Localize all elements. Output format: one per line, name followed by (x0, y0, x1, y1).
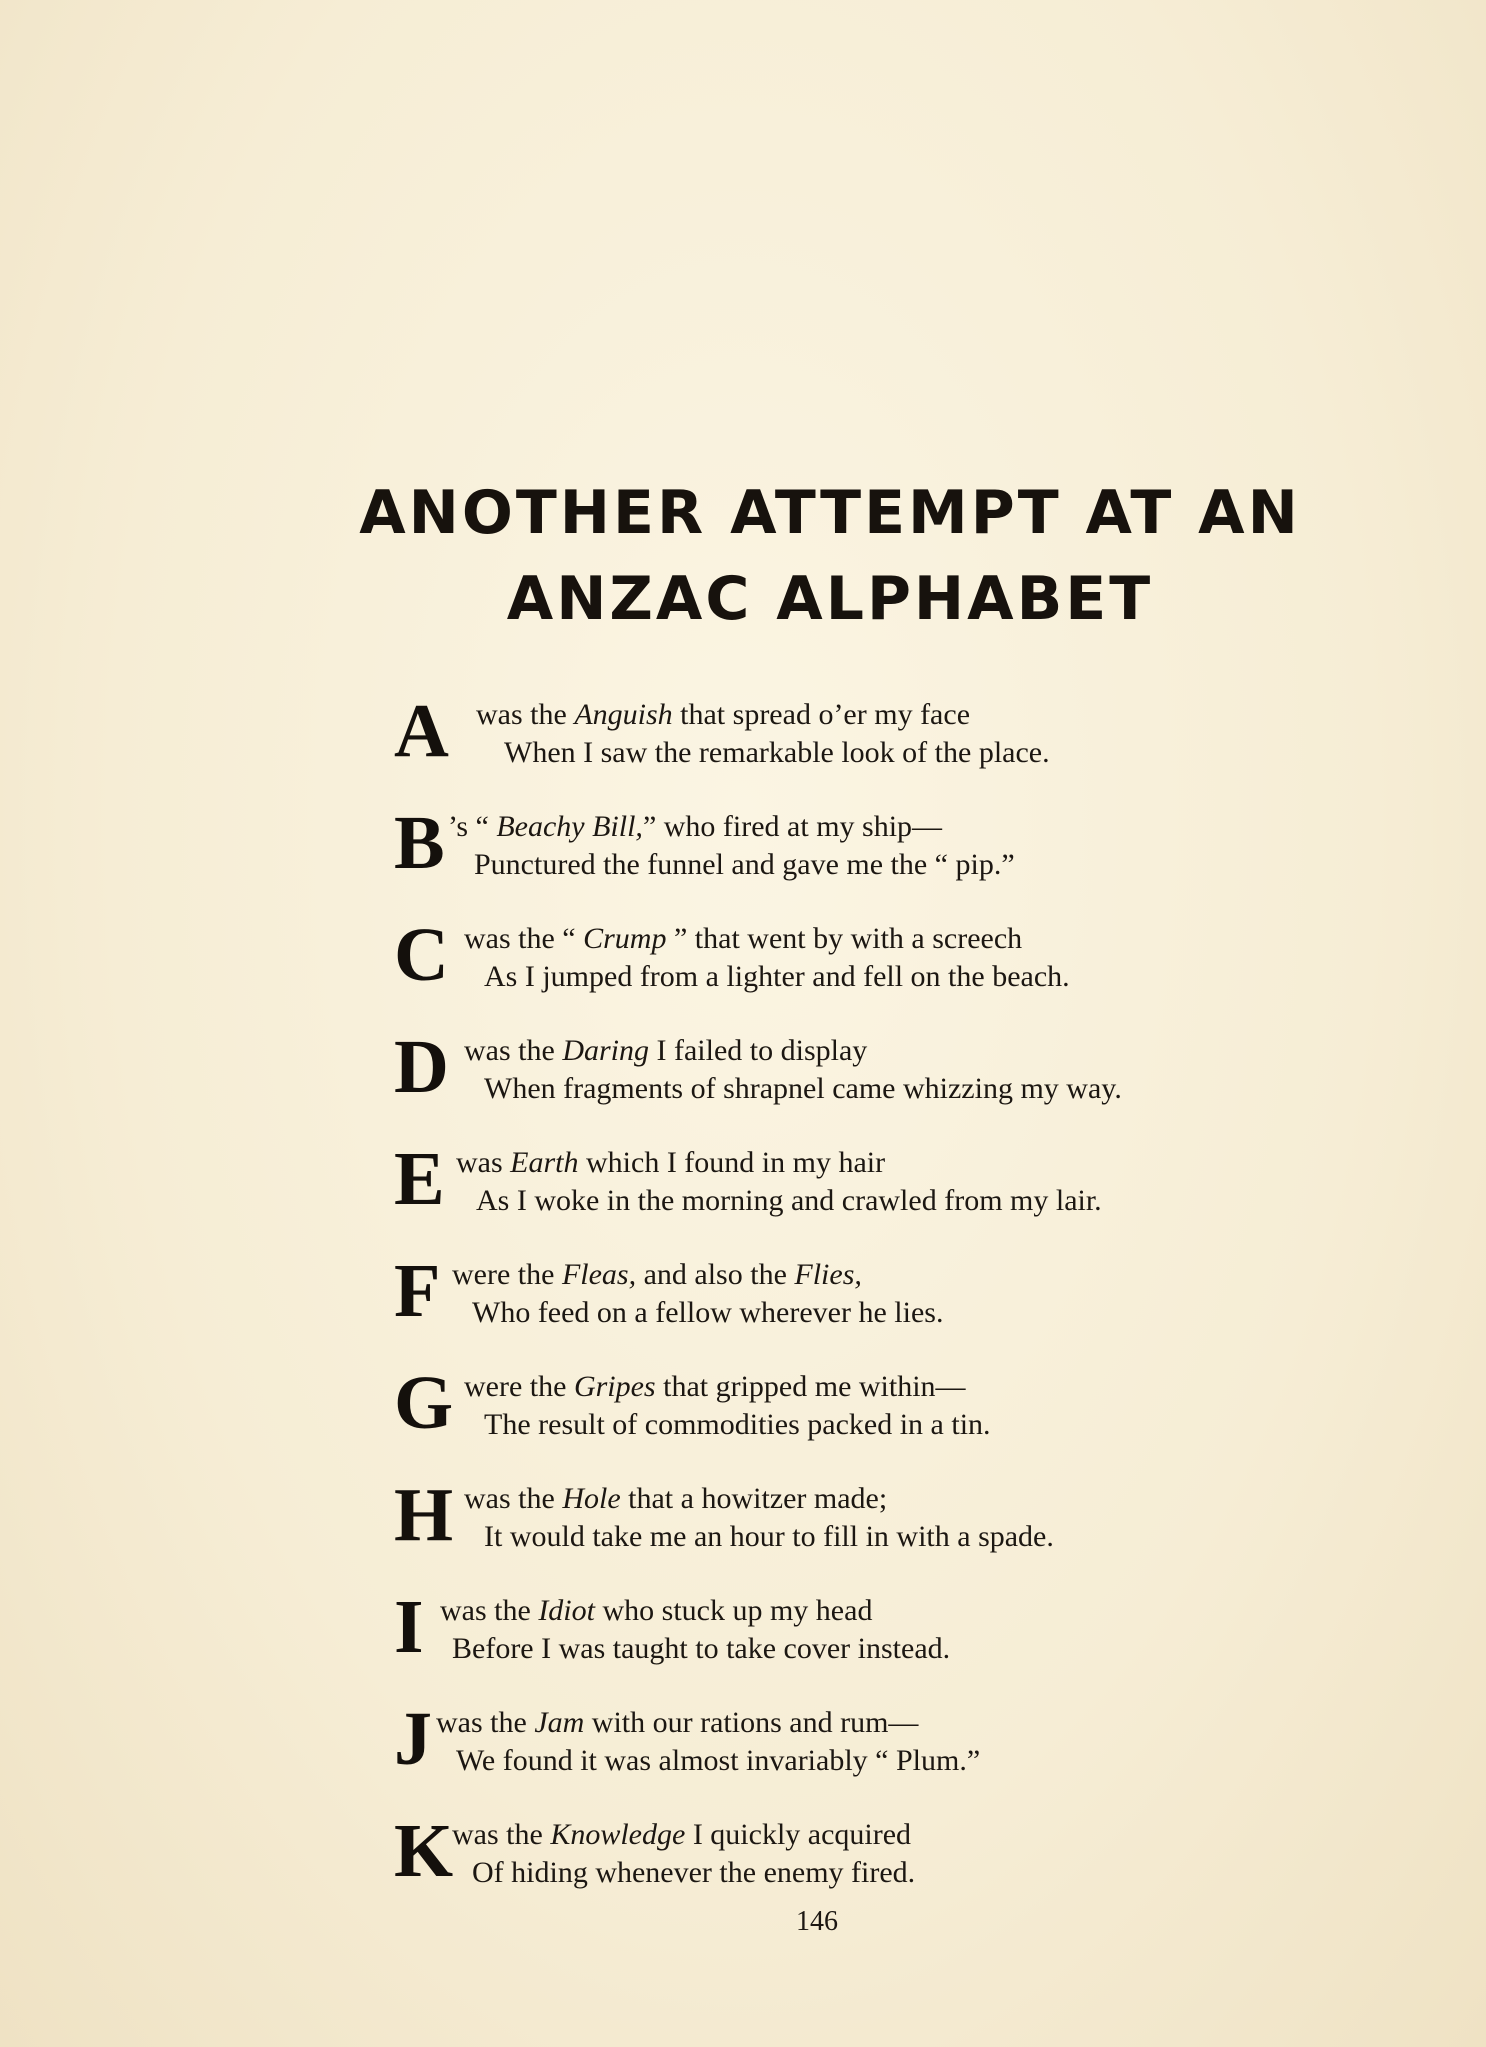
verse-line-1: was the Jam with our rations and rum— (436, 1706, 919, 1739)
verse-line-1: was the Hole that a howitzer made; (464, 1482, 888, 1515)
verse-a (388, 690, 1348, 802)
verse-f (388, 1250, 1348, 1362)
verse-k (388, 1810, 1348, 1922)
drop-cap: F (394, 1249, 441, 1333)
verse-line-2: As I woke in the morning and crawled from my lair. (476, 1184, 1102, 1217)
drop-cap: I (394, 1585, 424, 1669)
verse-line-1: was Earth which I found in my hair (456, 1146, 886, 1179)
drop-cap: A (394, 689, 449, 773)
drop-cap: J (394, 1697, 432, 1781)
verse-line-2: When I saw the remarkable look of the place. (504, 736, 1050, 769)
verse-i (388, 1586, 1348, 1698)
drop-cap: K (394, 1809, 454, 1893)
title-line-2: ANZAC ALPHABET (506, 564, 1154, 634)
verse-b (388, 802, 1348, 914)
drop-cap: G (394, 1361, 454, 1445)
verse-e (388, 1138, 1348, 1250)
page-number: 146 (796, 1906, 838, 1937)
verse-d (388, 1026, 1348, 1138)
title-line-1: ANOTHER ATTEMPT AT AN (359, 478, 1301, 548)
drop-cap: B (394, 801, 445, 885)
verse-line-2: Before I was taught to take cover instead. (452, 1632, 951, 1665)
verse-line-1: was the Daring I failed to display (464, 1034, 868, 1067)
verse-line-2: We found it was almost invariably “ Plum.” (456, 1744, 981, 1777)
drop-cap: E (394, 1137, 445, 1221)
verse-j (388, 1698, 1348, 1810)
drop-cap: H (394, 1473, 454, 1557)
verse-line-1: was the Idiot who stuck up my head (440, 1594, 873, 1627)
verse-line-2: Punctured the funnel and gave me the “ pip.” (474, 848, 1015, 881)
verse-line-2: Of hiding whenever the enemy fired. (472, 1856, 916, 1889)
verse-line-2: The result of commodities packed in a tin. (484, 1408, 991, 1441)
verse-line-2: It would take me an hour to fill in with a spade. (484, 1520, 1054, 1553)
verse-h (388, 1474, 1348, 1586)
verse-line-2: When fragments of shrapnel came whizzing my way. (484, 1072, 1122, 1105)
verse-line-1: were the Fleas, and also the Flies, (452, 1258, 862, 1291)
verse-g (388, 1362, 1348, 1474)
poem-title (290, 470, 1370, 642)
drop-cap: D (394, 1025, 449, 1109)
verse-line-1: was the “ Crump ” that went by with a screech (464, 922, 1023, 955)
verse-line-1: was the Knowledge I quickly acquired (452, 1818, 912, 1851)
verse-line-2: Who feed on a fellow wherever he lies. (472, 1296, 944, 1329)
drop-cap: C (394, 913, 449, 997)
verse-line-1: was the Anguish that spread o’er my face (476, 698, 971, 731)
verse-line-2: As I jumped from a lighter and fell on the beach. (484, 960, 1070, 993)
verse-line-1: ’s “ Beachy Bill,” who fired at my ship— (448, 810, 943, 843)
alphabet-verses (388, 690, 1348, 1922)
verse-c (388, 914, 1348, 1026)
verse-line-1: were the Gripes that gripped me within— (464, 1370, 966, 1403)
